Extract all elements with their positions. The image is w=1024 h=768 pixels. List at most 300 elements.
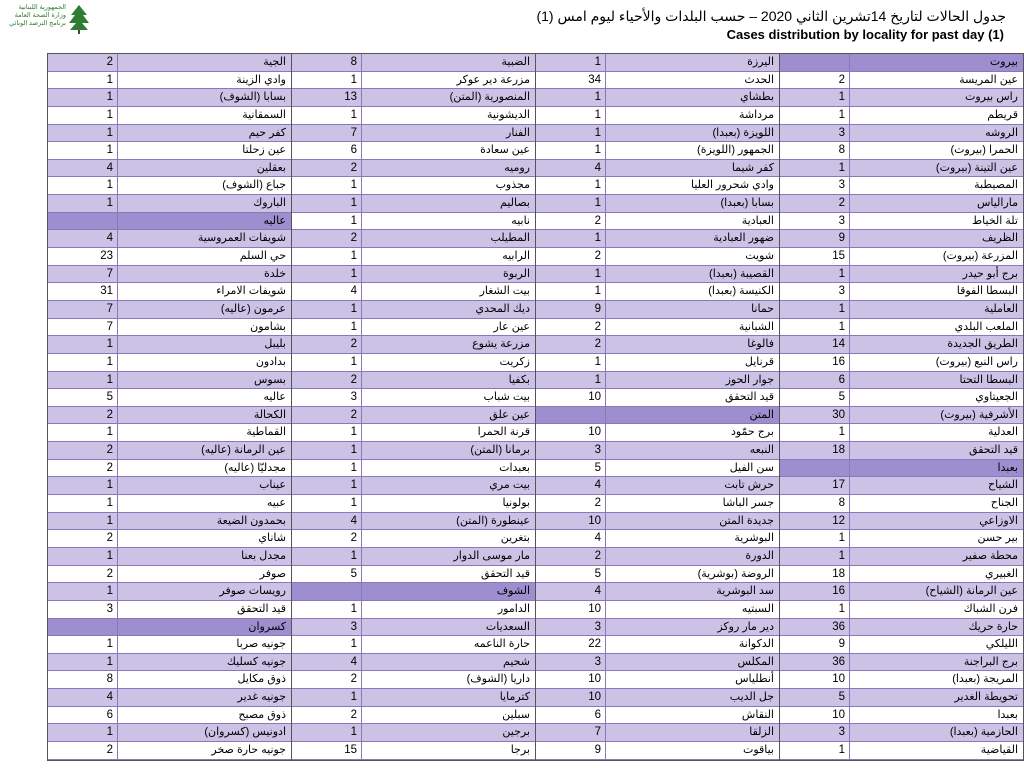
locality-name: بحمدون الضيعة xyxy=(216,514,286,527)
locality-name: الدورة xyxy=(745,549,774,562)
locality-name: المصيطبة xyxy=(974,179,1018,192)
locality-name: مزرعة يشوع xyxy=(472,338,530,351)
locality-name: مجدل بعنا xyxy=(241,549,286,562)
table-row xyxy=(536,354,779,372)
case-count: 1 xyxy=(780,742,850,759)
locality-name: جديدة المتن xyxy=(719,514,774,527)
locality-name: محطة صفير xyxy=(962,549,1018,562)
locality-name: حي السلم xyxy=(239,250,286,263)
case-count: 10 xyxy=(536,513,606,530)
table-row xyxy=(536,107,779,125)
locality-name: عين المريسة xyxy=(959,73,1018,86)
case-count: 1 xyxy=(536,283,606,300)
table-row xyxy=(780,266,1023,284)
case-count: 3 xyxy=(536,442,606,459)
locality-name: بدادون xyxy=(255,355,286,368)
table-row xyxy=(48,566,291,584)
locality-name: الليلكي xyxy=(985,638,1018,651)
table-row xyxy=(48,671,291,689)
locality-name: النقاش xyxy=(741,708,774,721)
case-count: 34 xyxy=(536,72,606,89)
case-count: 6 xyxy=(780,372,850,389)
locality-name: بطشاي xyxy=(740,91,774,104)
table-row xyxy=(292,125,535,143)
table-row xyxy=(292,72,535,90)
locality-name: بعقلين xyxy=(256,161,286,174)
locality-name: الكنيسة (بعبدا) xyxy=(708,285,774,298)
locality-name: جونيه صربا xyxy=(236,638,286,651)
table-row xyxy=(536,601,779,619)
table-row xyxy=(48,442,291,460)
case-count: 1 xyxy=(48,372,118,389)
case-count: 3 xyxy=(780,177,850,194)
case-count: 1 xyxy=(292,195,362,212)
locality-name: وادي شحرور العليا xyxy=(690,179,774,192)
locality-name: قيد التحقق xyxy=(481,567,530,580)
case-count: 10 xyxy=(536,671,606,688)
locality-name: داريا (الشوف) xyxy=(466,673,530,686)
table-row xyxy=(780,477,1023,495)
table-row xyxy=(48,707,291,725)
table-row xyxy=(536,72,779,90)
case-count: 3 xyxy=(536,654,606,671)
table-row xyxy=(48,583,291,601)
case-count: 2 xyxy=(292,372,362,389)
locality-name: عين سعادة xyxy=(480,144,530,157)
case-count: 1 xyxy=(536,266,606,283)
case-count: 1 xyxy=(48,724,118,741)
locality-name: كفر شيما xyxy=(731,161,774,174)
case-count: 8 xyxy=(780,495,850,512)
table-row xyxy=(780,636,1023,654)
table-row xyxy=(536,619,779,637)
table-row xyxy=(536,213,779,231)
locality-name: الجية xyxy=(263,56,286,68)
case-count: 2 xyxy=(48,530,118,547)
table-row xyxy=(536,89,779,107)
case-count: 1 xyxy=(536,230,606,247)
table-row xyxy=(48,477,291,495)
case-count: 4 xyxy=(292,513,362,530)
case-count: 6 xyxy=(292,142,362,159)
table-row xyxy=(292,530,535,548)
case-count: 22 xyxy=(536,636,606,653)
locality-name: روميه xyxy=(504,161,530,174)
locality-name: القصيبة (بعبدا) xyxy=(709,267,774,280)
case-count: 5 xyxy=(780,689,850,706)
case-count: 1 xyxy=(48,654,118,671)
locality-name: الزلقا xyxy=(749,726,774,739)
case-count: 2 xyxy=(536,248,606,265)
locality-name: جباع (الشوف) xyxy=(222,179,286,192)
locality-name: بيت مري xyxy=(489,479,530,492)
table-row xyxy=(48,125,291,143)
table-row xyxy=(780,301,1023,319)
case-count: 18 xyxy=(780,442,850,459)
case-count: 10 xyxy=(536,424,606,441)
case-count: 1 xyxy=(292,266,362,283)
district-name: بيروت xyxy=(989,56,1018,68)
locality-name: جل الديب xyxy=(729,691,774,704)
table-row xyxy=(536,689,779,707)
case-count: 1 xyxy=(292,477,362,494)
table-row xyxy=(780,107,1023,125)
table-row xyxy=(536,530,779,548)
case-count xyxy=(48,213,118,230)
locality-name: مزرعة دير عوكر xyxy=(456,73,530,86)
case-count: 4 xyxy=(536,583,606,600)
table-row xyxy=(48,336,291,354)
table-row xyxy=(780,213,1023,231)
case-count: 1 xyxy=(48,495,118,512)
table-row xyxy=(48,301,291,319)
locality-name: الكحالة xyxy=(253,408,286,421)
case-count xyxy=(536,407,606,424)
locality-name: برج البراجنة xyxy=(963,655,1018,668)
table-row xyxy=(292,654,535,672)
locality-name: بيت الشغار xyxy=(479,285,530,298)
case-count: 1 xyxy=(292,72,362,89)
locality-name: ضهور العبادية xyxy=(713,232,774,245)
table-row xyxy=(48,142,291,160)
case-count: 7 xyxy=(48,319,118,336)
table-row xyxy=(292,266,535,284)
locality-name: العدلية xyxy=(987,426,1018,439)
cases-table xyxy=(47,53,1024,761)
locality-name: شويفات الامراء xyxy=(216,285,286,298)
locality-name: الدكوانة xyxy=(738,638,774,651)
locality-name: بياقوت xyxy=(742,743,774,756)
locality-name: بشامون xyxy=(250,320,286,333)
case-count: 9 xyxy=(780,230,850,247)
locality-name: عين الرمانة (الشياح) xyxy=(925,585,1018,598)
district-name: كسروان xyxy=(248,620,286,633)
locality-name: قيد التحقق xyxy=(725,391,774,404)
locality-name: بتغرين xyxy=(500,532,530,545)
table-row xyxy=(780,530,1023,548)
district-header-row xyxy=(48,619,291,637)
case-count: 2 xyxy=(292,230,362,247)
case-count: 1 xyxy=(48,336,118,353)
table-row xyxy=(780,230,1023,248)
case-count: 15 xyxy=(292,742,362,759)
locality-name: بصاليم xyxy=(500,197,530,210)
case-count: 2 xyxy=(292,160,362,177)
case-count: 1 xyxy=(48,424,118,441)
table-row xyxy=(536,283,779,301)
locality-name: الجمهور (اللويزة) xyxy=(697,144,774,157)
case-count: 2 xyxy=(292,407,362,424)
case-count: 1 xyxy=(292,301,362,318)
case-count: 1 xyxy=(292,442,362,459)
locality-name: برج أبو حيدر xyxy=(962,267,1018,280)
locality-name: البسطا الفوقا xyxy=(956,285,1018,298)
case-count: 2 xyxy=(292,707,362,724)
table-row xyxy=(292,460,535,478)
table-row xyxy=(780,336,1023,354)
table-row xyxy=(292,495,535,513)
table-row xyxy=(536,301,779,319)
locality-name: مرداشة xyxy=(738,108,774,121)
table-row xyxy=(780,548,1023,566)
locality-name: خلدة xyxy=(264,267,286,280)
locality-name: فالوغا xyxy=(747,338,774,351)
table-row xyxy=(780,125,1023,143)
case-count: 1 xyxy=(780,266,850,283)
table-row xyxy=(292,477,535,495)
case-count: 1 xyxy=(780,530,850,547)
locality-name: الباروك xyxy=(253,197,286,210)
locality-name: عين عار xyxy=(493,320,530,333)
locality-name: حمانا xyxy=(751,302,774,315)
locality-name: الروشه xyxy=(985,126,1018,139)
case-count: 6 xyxy=(48,707,118,724)
case-count: 2 xyxy=(48,566,118,583)
case-count: 5 xyxy=(292,566,362,583)
locality-name: عاليه xyxy=(263,391,286,404)
case-count: 1 xyxy=(48,89,118,106)
locality-name: راس بيروت xyxy=(965,91,1018,104)
table-row xyxy=(780,424,1023,442)
table-row xyxy=(48,495,291,513)
case-count: 1 xyxy=(780,89,850,106)
case-count: 1 xyxy=(536,107,606,124)
locality-name: أنطلياس xyxy=(735,673,774,686)
case-count: 1 xyxy=(780,424,850,441)
case-count xyxy=(292,583,362,600)
locality-name: الربوة xyxy=(503,267,530,280)
table-row xyxy=(292,54,535,72)
case-count: 3 xyxy=(780,283,850,300)
case-count: 1 xyxy=(536,354,606,371)
table-row xyxy=(292,566,535,584)
case-count: 1 xyxy=(780,301,850,318)
case-count: 1 xyxy=(292,248,362,265)
table-row xyxy=(292,689,535,707)
locality-name: بير حسن xyxy=(977,532,1018,545)
locality-name: شحيم xyxy=(503,655,530,668)
table-row xyxy=(48,160,291,178)
case-count: 2 xyxy=(292,671,362,688)
locality-name: دير مار روكز xyxy=(717,620,774,633)
table-row xyxy=(780,707,1023,725)
table-row xyxy=(780,372,1023,390)
case-count: 8 xyxy=(780,142,850,159)
table-row xyxy=(48,654,291,672)
table-row xyxy=(292,601,535,619)
locality-name: سد البوشرية xyxy=(716,585,774,598)
case-count: 1 xyxy=(292,495,362,512)
locality-name: برمانا (المتن) xyxy=(470,444,530,457)
case-count: 9 xyxy=(536,301,606,318)
locality-name: كفر حيم xyxy=(248,126,286,139)
locality-name: الجناح xyxy=(990,497,1018,510)
table-row xyxy=(48,177,291,195)
locality-name: حارة الناعمه xyxy=(473,638,530,651)
table-row xyxy=(292,724,535,742)
district-header-row xyxy=(292,583,535,601)
table-row xyxy=(780,583,1023,601)
case-count: 3 xyxy=(780,724,850,741)
table-block-2 xyxy=(292,54,536,760)
table-row xyxy=(48,319,291,337)
table-row xyxy=(292,636,535,654)
district-name: المتن xyxy=(749,408,774,421)
locality-name: قريطم xyxy=(987,108,1018,121)
locality-name: الحدث xyxy=(744,73,774,86)
case-count: 1 xyxy=(48,583,118,600)
table-row xyxy=(292,160,535,178)
logo-text: الجمهورية اللبنانية وزارة الصحة العامة برنامج الترصد الوبائي xyxy=(9,4,66,27)
table-row xyxy=(292,142,535,160)
locality-name: برجين xyxy=(502,726,530,739)
locality-name: القماطية xyxy=(246,426,286,439)
case-count xyxy=(780,54,850,71)
case-count xyxy=(48,619,118,636)
table-row xyxy=(536,671,779,689)
locality-name: بكفيا xyxy=(508,373,530,386)
case-count: 1 xyxy=(48,107,118,124)
case-count: 5 xyxy=(780,389,850,406)
case-count: 12 xyxy=(780,513,850,530)
table-block-1 xyxy=(48,54,292,760)
locality-name: الضبية xyxy=(501,56,530,68)
case-count: 1 xyxy=(48,548,118,565)
locality-name: بليبل xyxy=(264,338,286,351)
page-title-english: Cases distribution by locality for past day (1) xyxy=(726,27,1004,42)
case-count: 2 xyxy=(292,530,362,547)
table-row xyxy=(780,619,1023,637)
case-count: 1 xyxy=(292,724,362,741)
locality-name: عين التينة (بيروت) xyxy=(935,161,1018,174)
case-count: 1 xyxy=(536,125,606,142)
table-row xyxy=(48,530,291,548)
table-row xyxy=(292,354,535,372)
case-count: 1 xyxy=(536,54,606,71)
case-count: 2 xyxy=(536,336,606,353)
locality-name: فرن الشباك xyxy=(963,602,1018,615)
locality-name: بسابا (بعبدا) xyxy=(720,197,774,210)
case-count: 1 xyxy=(292,548,362,565)
locality-name: الشبانية xyxy=(738,320,774,333)
case-count: 7 xyxy=(48,301,118,318)
table-row xyxy=(780,142,1023,160)
cedar-icon xyxy=(68,4,90,34)
locality-name: بيت شباب xyxy=(483,391,530,404)
locality-name: الجعيتاوي xyxy=(975,391,1018,404)
locality-name: الغبيري xyxy=(984,567,1018,580)
locality-name: المزرعة (بيروت) xyxy=(942,250,1018,263)
locality-name: المكلس xyxy=(737,655,774,668)
table-row xyxy=(292,742,535,760)
locality-name: نابيه xyxy=(511,214,530,227)
locality-name: برجا xyxy=(510,743,530,756)
table-row xyxy=(48,601,291,619)
table-row xyxy=(48,248,291,266)
case-count: 1 xyxy=(292,424,362,441)
locality-name: سن الفيل xyxy=(729,461,774,474)
case-count: 1 xyxy=(536,372,606,389)
table-row xyxy=(48,689,291,707)
locality-name: ذوق مصبح xyxy=(238,708,286,721)
case-count: 2 xyxy=(48,442,118,459)
case-count: 1 xyxy=(48,636,118,653)
case-count: 1 xyxy=(780,548,850,565)
case-count: 1 xyxy=(292,107,362,124)
locality-name: الحمرا (بيروت) xyxy=(950,144,1018,157)
table-row xyxy=(292,513,535,531)
case-count: 16 xyxy=(780,583,850,600)
table-block-3 xyxy=(536,54,780,760)
district-name: الشوف xyxy=(496,585,530,598)
case-count: 9 xyxy=(780,636,850,653)
locality-name: سبلين xyxy=(502,708,530,721)
case-count: 3 xyxy=(780,125,850,142)
case-count: 2 xyxy=(292,336,362,353)
district-name: بعبدا xyxy=(997,461,1018,474)
case-count: 1 xyxy=(48,477,118,494)
table-row xyxy=(292,336,535,354)
case-count: 6 xyxy=(536,707,606,724)
case-count: 3 xyxy=(780,213,850,230)
locality-name: الشياح xyxy=(988,479,1018,492)
table-row xyxy=(48,266,291,284)
case-count: 10 xyxy=(536,689,606,706)
case-count: 4 xyxy=(536,530,606,547)
table-row xyxy=(48,407,291,425)
case-count: 3 xyxy=(48,601,118,618)
locality-name: بولونيا xyxy=(502,497,530,510)
ministry-logo xyxy=(6,2,92,42)
table-row xyxy=(48,513,291,531)
locality-name: النبعه xyxy=(749,444,774,457)
table-row xyxy=(536,177,779,195)
locality-name: مجذوب xyxy=(495,179,530,192)
locality-name: جونيه حارة صخر xyxy=(211,743,286,756)
table-row xyxy=(292,283,535,301)
case-count: 23 xyxy=(48,248,118,265)
district-header-row xyxy=(780,54,1023,72)
table-row xyxy=(536,460,779,478)
case-count xyxy=(780,460,850,477)
locality-name: بسوس xyxy=(254,373,286,386)
table-row xyxy=(536,495,779,513)
locality-name: السمقانية xyxy=(242,108,286,121)
table-row xyxy=(780,354,1023,372)
table-row xyxy=(292,319,535,337)
locality-name: الدامور xyxy=(497,602,530,615)
case-count: 1 xyxy=(780,319,850,336)
locality-name: ذوق مكايل xyxy=(237,673,286,686)
page-title-arabic: جدول الحالات لتاريخ 14تشرين الثاني 2020 – حسب البلدات والأحياء ليوم امس (1) xyxy=(536,8,1006,24)
table-row xyxy=(536,336,779,354)
locality-name: عبيه xyxy=(266,497,286,510)
case-count: 1 xyxy=(536,195,606,212)
table-row xyxy=(292,195,535,213)
case-count: 1 xyxy=(48,72,118,89)
locality-name: ديك المحدي xyxy=(475,302,530,315)
table-row xyxy=(780,195,1023,213)
case-count: 1 xyxy=(780,601,850,618)
locality-name: مار موسى الدوار xyxy=(453,549,530,562)
case-count: 1 xyxy=(48,195,118,212)
locality-name: البسطا التحتا xyxy=(959,373,1018,386)
table-row xyxy=(536,319,779,337)
locality-name: الحازمية (بعبدا) xyxy=(949,726,1018,739)
case-count: 7 xyxy=(292,125,362,142)
case-count: 1 xyxy=(292,213,362,230)
locality-name: اللويزة (بعبدا) xyxy=(712,126,774,139)
